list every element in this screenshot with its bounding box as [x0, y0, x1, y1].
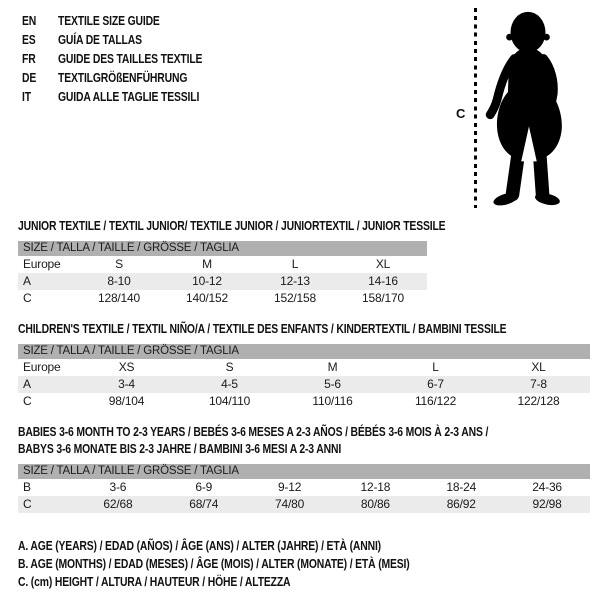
size-table	[18, 241, 427, 307]
table-cell: 12-18	[360, 480, 391, 494]
size-table	[18, 464, 590, 513]
section-title	[18, 320, 590, 337]
table-cell: 3-6	[109, 480, 127, 494]
table-row	[18, 376, 590, 393]
table-cell: 158/170	[362, 291, 404, 305]
table-cell: L	[432, 360, 439, 374]
table-cell: 86/92	[446, 497, 476, 511]
row-label: A	[23, 377, 31, 391]
table-cell: 18-24	[446, 480, 477, 494]
footnote: B. AGE (MONTHS) / EDAD (MESES) / ÂGE (MOIS) / ALTER (MONATE) / ETÀ (MESI)	[18, 556, 410, 571]
table-cell: 98/104	[108, 394, 145, 408]
section-title-line: JUNIOR TEXTILE / TEXTIL JUNIOR/ TEXTILE JUNIOR / JUNIORTEXTIL / JUNIOR TESSILE	[18, 218, 446, 233]
section-title-line: BABIES 3-6 MONTH TO 2-3 YEARS / BEBÉS 3-6 MESES A 2-3 AÑOS / BÉBÉS 3-6 MOIS À 2-3 ANS /	[18, 424, 489, 439]
table-header: SIZE / TALLA / TAILLE / GRÖSSE / TAGLIA	[18, 464, 590, 479]
language-label: TEXTILGRÖßENFÜHRUNG	[58, 70, 188, 85]
table-row	[18, 256, 427, 273]
table-cell: XL	[375, 257, 391, 271]
language-code: DE	[22, 70, 37, 85]
size-guide-section	[18, 423, 590, 513]
row-label: C	[23, 497, 32, 511]
table-rows	[18, 256, 427, 307]
table-cell: 128/140	[98, 291, 140, 305]
table-cell: 8-10	[107, 274, 131, 288]
table-cell: 5-6	[324, 377, 341, 391]
size-guide-section	[18, 320, 590, 410]
table-cell: S	[225, 360, 234, 374]
table-cell: M	[202, 257, 212, 271]
sections	[18, 0, 590, 513]
table-header: SIZE / TALLA / TAILLE / GRÖSSE / TAGLIA	[18, 344, 590, 359]
table-cell: 110/116	[312, 394, 353, 408]
table-cell: 7-8	[530, 377, 547, 391]
table-cell: M	[327, 360, 338, 374]
table-cell: 152/158	[274, 291, 316, 305]
table-header: SIZE / TALLA / TAILLE / GRÖSSE / TAGLIA	[18, 241, 427, 256]
row-label: C	[23, 291, 32, 305]
table-cell: 14-16	[368, 274, 398, 288]
table-cell: 116/122	[414, 394, 457, 408]
table-cell: 92/98	[532, 497, 562, 511]
language-label: GUÍA DE TALLAS	[58, 32, 142, 47]
row-label: B	[23, 480, 31, 494]
footnotes	[18, 537, 508, 591]
table-row	[18, 359, 590, 376]
table-cell: 9-12	[277, 480, 302, 494]
table-cell: 6-7	[427, 377, 444, 391]
section-title	[18, 217, 590, 234]
row-label: C	[23, 394, 32, 408]
footnote: C. (cm) HEIGHT / ALTURA / HAUTEUR / HÖHE / ALTEZZA	[18, 574, 291, 589]
language-code: EN	[22, 13, 37, 28]
language-code: ES	[22, 32, 36, 47]
table-cell: 12-13	[280, 274, 310, 288]
language-code: FR	[22, 51, 36, 66]
table-row	[18, 290, 427, 307]
language-code: IT	[22, 89, 31, 104]
table-rows	[18, 479, 590, 513]
table-cell: 74/80	[275, 497, 305, 511]
table-row	[18, 393, 590, 410]
table-cell: XL	[531, 360, 546, 374]
table-cell: 6-9	[195, 480, 213, 494]
table-cell: 140/152	[186, 291, 228, 305]
table-cell: S	[115, 257, 123, 271]
language-label: TEXTILE SIZE GUIDE	[58, 13, 160, 28]
table-cell: 62/68	[103, 497, 133, 511]
table-cell: 80/86	[360, 497, 390, 511]
table-row	[18, 496, 590, 513]
section-title	[18, 423, 590, 457]
table-rows	[18, 359, 590, 410]
height-measure-label: C	[456, 106, 466, 121]
table-cell: 4-5	[221, 377, 238, 391]
language-label: GUIDA ALLE TAGLIE TESSILI	[58, 89, 200, 104]
table-cell: 24-36	[532, 480, 562, 494]
row-label: Europe	[23, 360, 61, 374]
table-row	[18, 479, 590, 496]
row-label: Europe	[23, 257, 61, 271]
table-cell: 10-12	[192, 274, 222, 288]
size-table	[18, 344, 590, 410]
table-cell: 104/110	[208, 394, 251, 408]
table-cell: L	[291, 257, 299, 271]
section-title-line: BABYS 3-6 MONATE BIS 2-3 JAHRE / BAMBINI 3-6 MESI A 2-3 ANNI	[18, 441, 342, 456]
table-cell: 3-4	[118, 377, 135, 391]
row-label: A	[23, 274, 31, 288]
footnote: A. AGE (YEARS) / EDAD (AÑOS) / ÂGE (ANS) / ALTER (JAHRE) / ETÀ (ANNI)	[18, 538, 381, 553]
language-label: GUIDE DES TAILLES TEXTILE	[58, 51, 203, 66]
table-row	[18, 273, 427, 290]
size-guide-section	[18, 217, 590, 307]
table-cell: XS	[118, 360, 135, 374]
section-title-line: CHILDREN'S TEXTILE / TEXTIL NIÑO/A / TEXTILE DES ENFANTS / KINDERTEXTIL / BAMBINI TESSILE	[18, 321, 507, 336]
table-cell: 122/128	[517, 394, 560, 408]
table-cell: 68/74	[189, 497, 219, 511]
